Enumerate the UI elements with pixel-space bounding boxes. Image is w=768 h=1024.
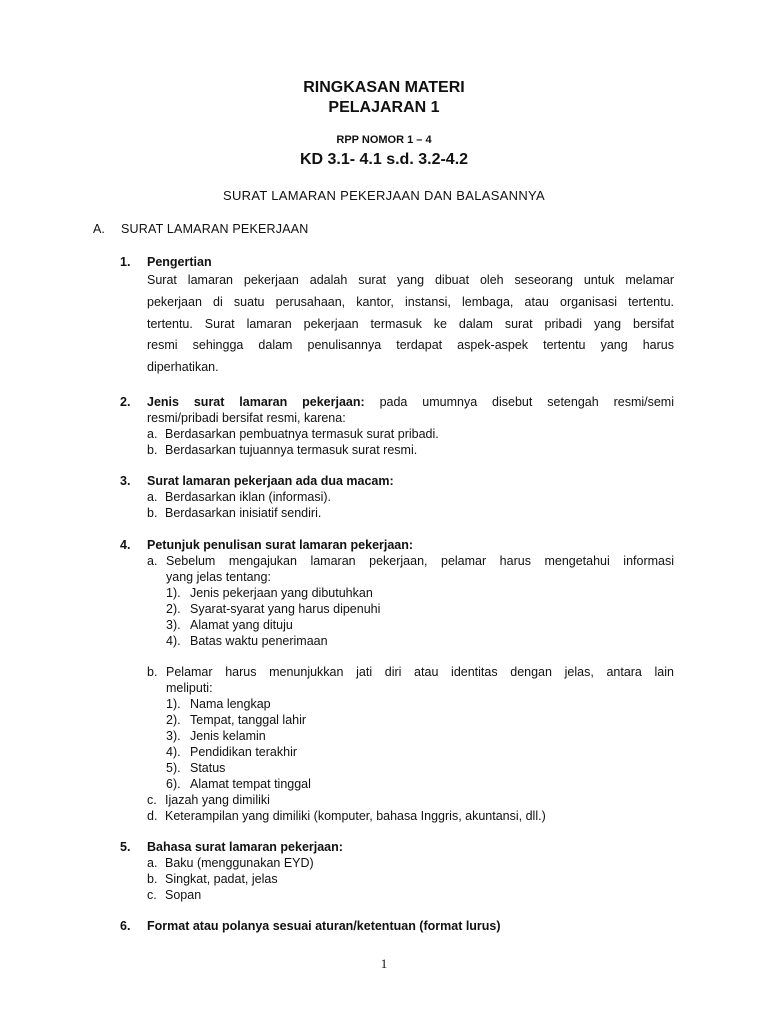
- list-item: b.: [147, 665, 158, 679]
- paragraph-line: tertentu. Surat lamaran pekerjaan termasuk ke dalam surat pribadi yang bersifat: [147, 316, 674, 331]
- item-3-number: 3.: [120, 474, 131, 488]
- list-item: a.: [147, 554, 158, 568]
- list-item: c. Ijazah yang dimiliki: [147, 793, 270, 807]
- kd-heading: KD 3.1- 4.1 s.d. 3.2-4.2: [299, 151, 469, 168]
- list-item: 1). Jenis pekerjaan yang dibutuhkan: [166, 586, 373, 600]
- list-item: 4). Batas waktu penerimaan: [166, 634, 328, 648]
- list-item: 3). Jenis kelamin: [166, 729, 266, 743]
- list-item: 2). Tempat, tanggal lahir: [166, 713, 307, 727]
- list-item: 1). Nama lengkap: [166, 697, 271, 711]
- item-1-paragraph: [147, 270, 674, 379]
- item-5-heading: Bahasa surat lamaran pekerjaan:: [147, 840, 343, 854]
- list-item: a. Berdasarkan iklan (informasi).: [147, 490, 332, 504]
- list-item: 6). Alamat tempat tinggal: [166, 777, 311, 791]
- item-4a-line-1: Sebelum mengajukan lamaran pekerjaan, pelamar harus mengetahui informasi: [166, 554, 674, 568]
- list-item: b. Singkat, padat, jelas: [147, 872, 278, 886]
- item-2-line-1: [147, 394, 674, 410]
- paragraph-line: resmi sehingga dalam penulisannya terdapat aspek-aspek tertentu yang harus: [147, 338, 674, 353]
- doc-title: RINGKASAN MATERI: [303, 79, 465, 96]
- item-1-number: 1.: [120, 255, 131, 269]
- item-1-heading: Pengertian: [147, 255, 212, 269]
- paragraph-line: pekerjaan di suatu perusahaan, kantor, instansi, lembaga, atau organisasi tertentu.: [147, 294, 674, 309]
- list-item: 5). Status: [166, 761, 226, 775]
- rpp-number: RPP NOMOR 1 – 4: [336, 134, 432, 146]
- item-4-number: 4.: [120, 538, 131, 552]
- item-2-line-2: resmi/pribadi bersifat resmi, karena:: [147, 411, 346, 425]
- list-item: 3). Alamat yang dituju: [166, 618, 293, 632]
- item-4b-line-1: Pelamar harus menunjukkan jati diri atau identitas dengan jelas, antara lain: [166, 665, 674, 679]
- list-item: a. Baku (menggunakan EYD): [147, 856, 314, 870]
- doc-subtitle: PELAJARAN 1: [328, 99, 440, 116]
- item-4a-line-2: yang jelas tentang:: [166, 570, 271, 584]
- list-item: d. Keterampilan yang dimiliki (komputer, bahasa Inggris, akuntansi, dll.): [147, 809, 546, 823]
- page-number: 1: [380, 956, 388, 971]
- paragraph-line: Surat lamaran pekerjaan adalah surat yang dibuat oleh seseorang untuk melamar: [147, 273, 674, 287]
- section-a-label: A.: [93, 222, 105, 236]
- item-4-heading: Petunjuk penulisan surat lamaran pekerjaan:: [147, 538, 414, 552]
- list-item: a. Berdasarkan pembuatnya termasuk surat pribadi.: [147, 427, 439, 441]
- list-item: b. Berdasarkan tujuannya termasuk surat resmi.: [147, 443, 418, 457]
- section-a-title: SURAT LAMARAN PEKERJAAN: [121, 222, 309, 236]
- topic-heading: SURAT LAMARAN PEKERJAAN DAN BALASANNYA: [222, 188, 546, 203]
- item-2-heading-rest: pada umumnya disebut setengah resmi/semi: [364, 395, 674, 409]
- paragraph-line: diperhatikan.: [147, 360, 219, 375]
- item-6-number: 6.: [120, 919, 131, 933]
- item-2-heading: Jenis surat lamaran pekerjaan:: [147, 395, 365, 409]
- item-2-number: 2.: [120, 395, 131, 409]
- item-4b-line-2: meliputi:: [166, 681, 213, 695]
- list-item: 2). Syarat-syarat yang harus dipenuhi: [166, 602, 381, 616]
- list-item: c. Sopan: [147, 888, 202, 902]
- list-item: b. Berdasarkan inisiatif sendiri.: [147, 506, 322, 520]
- list-item: 4). Pendidikan terakhir: [166, 745, 298, 759]
- item-3-heading: Surat lamaran pekerjaan ada dua macam:: [147, 474, 394, 488]
- item-6-heading: Format atau polanya sesuai aturan/ketentuan (format lurus): [147, 919, 501, 933]
- item-5-number: 5.: [120, 840, 131, 854]
